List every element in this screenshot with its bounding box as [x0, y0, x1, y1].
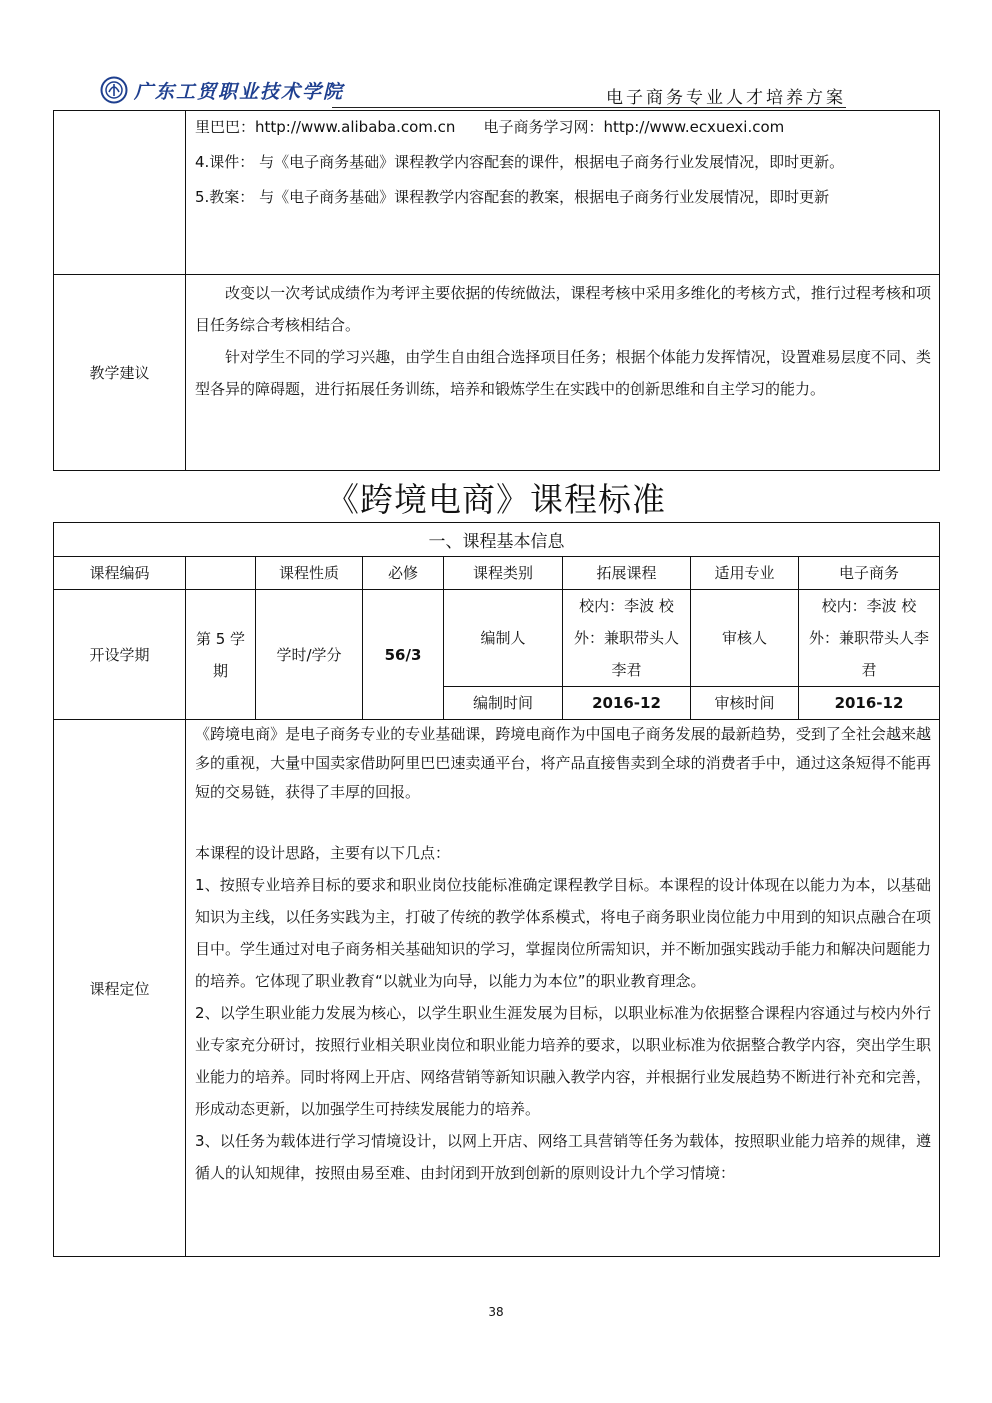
suggestion-cell — [186, 275, 940, 471]
author-date-label: 编制时间 — [444, 687, 563, 720]
course-category-label: 课程类别 — [444, 557, 563, 590]
suggestion-paragraph-1: 改变以一次考试成绩作为考评主要依据的传统做法，课程考核中采用多维化的考核方式，推行过程考核和项目任务综合考核相结合。 — [195, 284, 931, 334]
author-value: 校内：李波 校外：兼职带头人李君 — [563, 590, 691, 687]
info-row-1 — [54, 557, 940, 590]
major-value: 电子商务 — [799, 557, 940, 590]
hours-credits-label: 学时/学分 — [256, 590, 363, 720]
teaching-table — [53, 110, 940, 471]
course-nature-value: 必修 — [363, 557, 444, 590]
author-label: 编制人 — [444, 590, 563, 687]
semester-value: 第 5 学期 — [186, 590, 256, 720]
reviewer-value: 校内：李波 校外：兼职带头人李君 — [799, 590, 940, 687]
resource-ecxuexi: 电子商务学习网：http://www.ecxuexi.com — [483, 118, 785, 136]
review-date-value: 2016-12 — [799, 687, 940, 720]
resource-item-5: 5.教案： 与《电子商务基础》课程教学内容配套的教案，根据电子商务行业发展情况，即时更新 — [195, 188, 830, 206]
resource-alibaba: 里巴巴：http://www.alibaba.com.cn — [195, 118, 456, 136]
document-title: 电子商务专业人才培养方案 — [606, 88, 846, 108]
course-code-label: 课程编码 — [54, 557, 186, 590]
semester-label: 开设学期 — [54, 590, 186, 720]
page-header — [100, 72, 846, 110]
author-date-value: 2016-12 — [563, 687, 691, 720]
info-row-2 — [54, 590, 940, 687]
positioning-intro: 《跨境电商》是电子商务专业的专业基础课，跨境电商作为中国电子商务发展的最新趋势，受到了全社会越来越多的重视，大量中国卖家借助阿里巴巴速卖通平台，将产品直接售卖到全球的消费者手中，通过这条短得不能再短的交易链，获得了丰厚的回报。 — [195, 725, 931, 801]
course-category-value: 拓展课程 — [563, 557, 691, 590]
resources-label-cell — [54, 111, 186, 275]
school-name: 广东工贸职业技术学院 — [134, 80, 345, 103]
course-nature-label: 课程性质 — [256, 557, 363, 590]
suggestion-row — [54, 275, 940, 471]
school-logo — [100, 75, 344, 105]
section-header-row — [54, 523, 940, 557]
resource-item-4: 4.课件： 与《电子商务基础》课程教学内容配套的课件，根据电子商务行业发展情况，即时更新。 — [195, 153, 845, 171]
positioning-cell — [186, 720, 940, 1257]
review-date-label: 审核时间 — [691, 687, 799, 720]
suggestion-paragraph-2: 针对学生不同的学习兴趣，由学生自由组合选择项目任务；根据个体能力发挥情况，设置难易层度不同、类型各异的障碍题，进行拓展任务训练，培养和锻炼学生在实践中的创新思维和自主学习的能力。 — [195, 348, 931, 398]
design-point-1: 1、按照专业培养目标的要求和职业岗位技能标准确定课程教学目标。本课程的设计体现在以能力为本，以基础知识为主线，以任务实践为主，打破了传统的教学体系模式，将电子商务职业岗位能力中用到的知识点融合在项目中。学生通过对电子商务相关基础知识的学习，掌握岗位所需知识，并不断加强实践动手能力和解决问题能力的培养。它体现了职业教育“以就业为向导，以能力为本位”的职业教育理念。 — [195, 876, 931, 990]
positioning-label: 课程定位 — [54, 720, 186, 1257]
major-label: 适用专业 — [691, 557, 799, 590]
hours-credits-value: 56/3 — [363, 590, 444, 720]
spacer — [195, 807, 931, 837]
school-emblem-icon — [100, 76, 128, 104]
design-lead: 本课程的设计思路，主要有以下几点： — [195, 844, 451, 862]
design-point-3: 3、以任务为载体进行学习情境设计，以网上开店、网络工具营销等任务为载体，按照职业能力培养的规律，遵循人的认知规律，按照由易至难、由封闭到开放到创新的原则设计九个学习情境： — [195, 1132, 931, 1182]
section-title: 一、课程基本信息 — [54, 523, 940, 557]
page-number: 38 — [488, 1305, 504, 1319]
course-code-value — [186, 557, 256, 590]
design-point-2: 2、以学生职业能力发展为核心，以学生职业生涯发展为目标，以职业标准为依据整合课程内容通过与校内外行业专家充分研讨，按照行业相关职业岗位和职业能力培养的要求，以职业标准为依据整合教学内容，突出学生职业能力的培养。同时将网上开店、网络营销等新知识融入教学内容，并根据行业发展趋势不断进行补充和完善，形成动态更新，以加强学生可持续发展能力的培养。 — [195, 1004, 931, 1118]
positioning-row — [54, 720, 940, 1257]
resources-row — [54, 111, 940, 275]
course-standard-title: 《跨境电商》课程标准 — [326, 480, 666, 519]
suggestion-label: 教学建议 — [54, 275, 186, 471]
course-info-table — [53, 522, 940, 1257]
reviewer-label: 审核人 — [691, 590, 799, 687]
header-divider — [332, 107, 846, 108]
resources-cell — [186, 111, 940, 275]
